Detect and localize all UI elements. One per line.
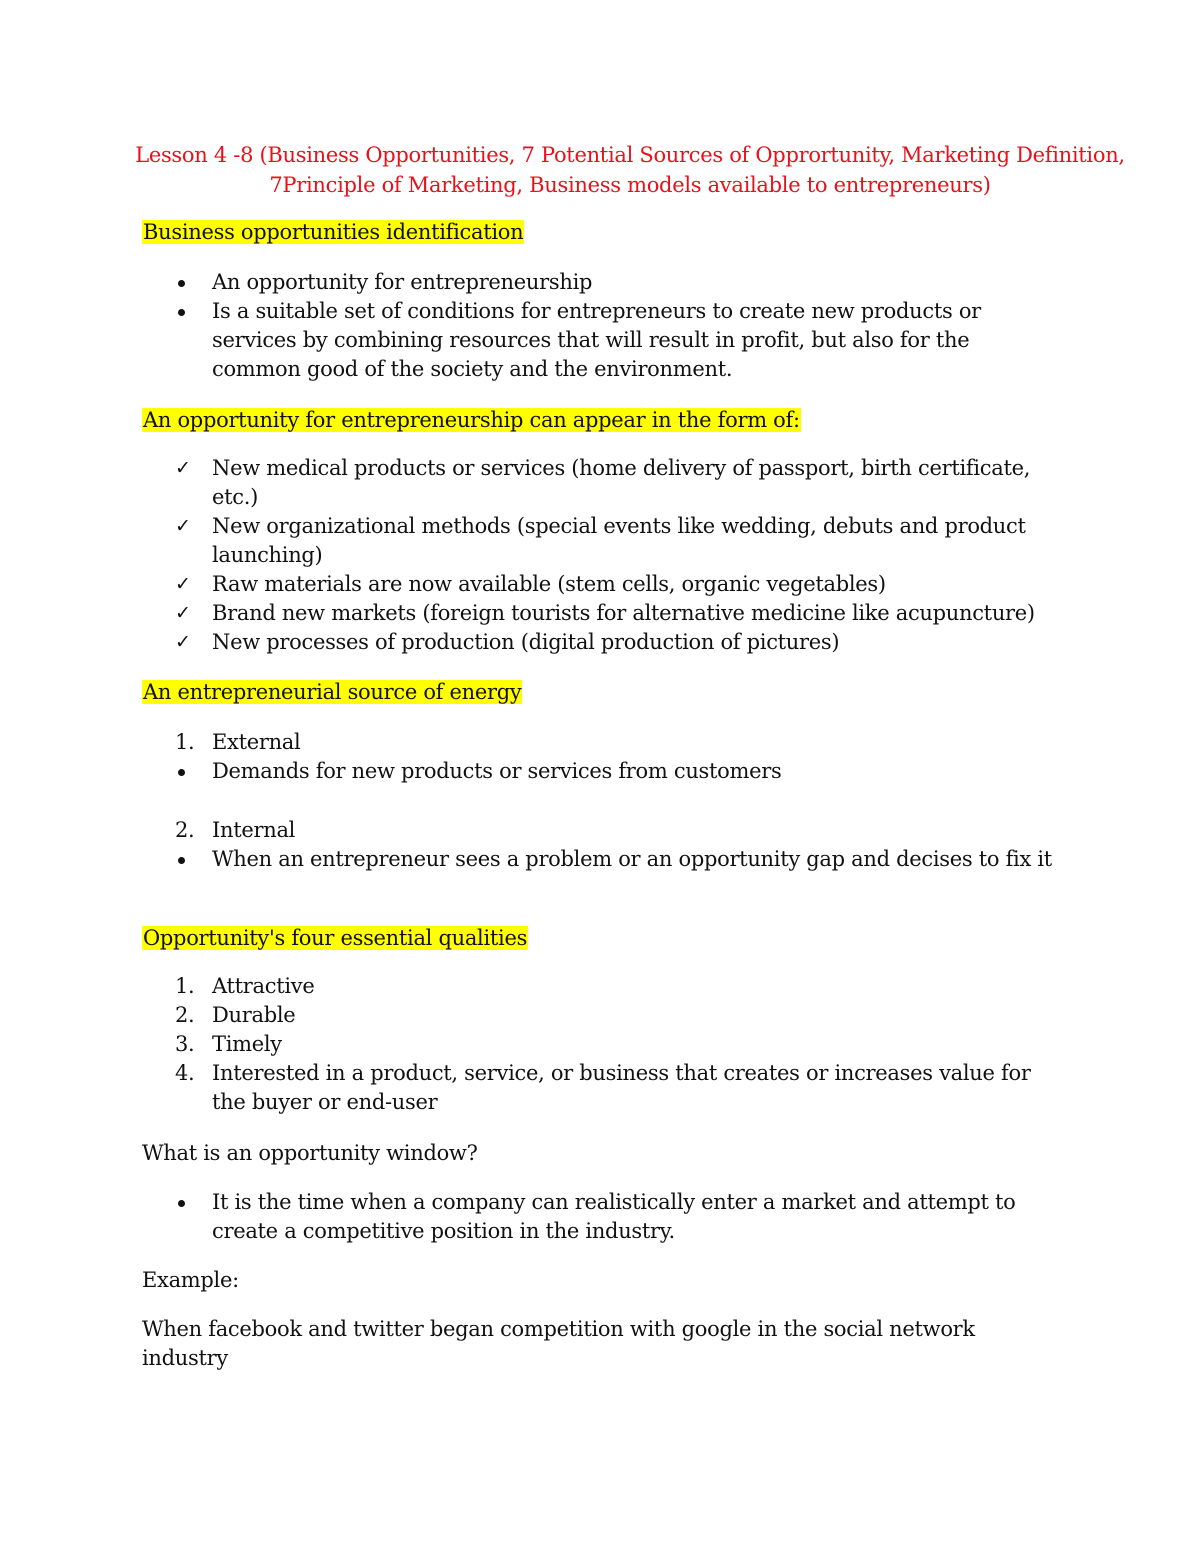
section-heading-energy (142, 678, 1062, 707)
example-label: Example: (142, 1268, 239, 1292)
numbered-item (142, 1001, 1062, 1030)
list-item (142, 268, 1062, 297)
checkmark-icon: ✓ (175, 573, 191, 595)
check-item (142, 599, 1062, 628)
bullet-icon (178, 1200, 185, 1207)
list-item-text: An opportunity for entrepreneurship (212, 270, 593, 294)
checkmark-icon: ✓ (175, 602, 191, 624)
list-item (142, 1188, 1062, 1246)
check-item-text: New organizational methods (special events like wedding, debuts and product launching) (212, 514, 1026, 567)
heading-highlight: An entrepreneurial source of energy (143, 680, 522, 704)
list-item-text: Demands for new products or services from customers (212, 759, 782, 783)
numbered-item (142, 972, 1062, 1001)
numbered-item-text: Timely (212, 1032, 282, 1056)
check-item-text: Brand new markets (foreign tourists for alternative medicine like acupuncture) (212, 601, 1035, 625)
list-item-text: It is the time when a company can realistically enter a market and attempt to create a competitive position in the industry. (212, 1190, 1016, 1243)
bullet-icon (178, 309, 185, 316)
heading-highlight: Business opportunities identification (143, 220, 524, 244)
section-heading-identification (142, 218, 1062, 247)
check-item-text: New processes of production (digital production of pictures) (212, 630, 840, 654)
check-item (142, 512, 1062, 570)
heading-highlight: An opportunity for entrepreneurship can appear in the form of: (143, 408, 800, 432)
numbered-item-text: Interested in a product, service, or business that creates or increases value for the buyer or end-user (212, 1061, 1031, 1114)
energy-internal (142, 816, 1062, 874)
energy-external (142, 728, 1062, 786)
window-list (142, 1188, 1062, 1246)
item-number: 2. (175, 818, 195, 842)
list-item (142, 297, 1062, 384)
list-item (142, 845, 1062, 874)
list-item-text: When an entrepreneur sees a problem or an opportunity gap and decises to fix it (212, 847, 1052, 871)
example-text: When facebook and twitter began competition with google in the social network industry (142, 1317, 975, 1370)
numbered-item (142, 816, 1062, 845)
checkmark-icon: ✓ (175, 457, 191, 479)
qualities-list (142, 972, 1062, 1117)
list-item-text: Is a suitable set of conditions for entrepreneurs to create new products or services by combining resources that will result in profit, but also for the common good of the society and the environment. (212, 299, 981, 381)
bullet-icon (178, 857, 185, 864)
numbered-item (142, 1030, 1062, 1059)
bullet-icon (178, 280, 185, 287)
check-item (142, 570, 1062, 599)
item-number: 2. (175, 1003, 195, 1027)
checkmark-icon: ✓ (175, 515, 191, 537)
check-item (142, 628, 1062, 657)
checkmark-icon: ✓ (175, 631, 191, 653)
bullet-icon (178, 769, 185, 776)
check-item-text: New medical products or services (home delivery of passport, birth certificate, etc.) (212, 456, 1031, 509)
forms-checklist (142, 454, 1062, 657)
window-question: What is an opportunity window? (142, 1141, 478, 1165)
check-item (142, 454, 1062, 512)
heading-highlight: Opportunity's four essential qualities (143, 926, 528, 950)
numbered-item-text: Durable (212, 1003, 296, 1027)
numbered-item (142, 1059, 1062, 1117)
item-number: 3. (175, 1032, 195, 1056)
list-item (142, 757, 1062, 786)
item-number: 1. (175, 974, 195, 998)
numbered-item-text: External (212, 730, 301, 754)
numbered-item (142, 728, 1062, 757)
check-item-text: Raw materials are now available (stem cells, organic vegetables) (212, 572, 886, 596)
section-heading-qualities (142, 924, 1062, 953)
identification-list (142, 268, 1062, 384)
item-number: 1. (175, 730, 195, 754)
item-number: 4. (175, 1061, 195, 1085)
section-heading-forms (142, 406, 1062, 435)
page-title: Lesson 4 -8 (Business Opportunities, 7 Potential Sources of Opprortunity, Marketing Definition, 7Principle of Marketing, Business models available to entrepreneurs) (135, 143, 1125, 197)
numbered-item-text: Internal (212, 818, 296, 842)
numbered-item-text: Attractive (212, 974, 315, 998)
